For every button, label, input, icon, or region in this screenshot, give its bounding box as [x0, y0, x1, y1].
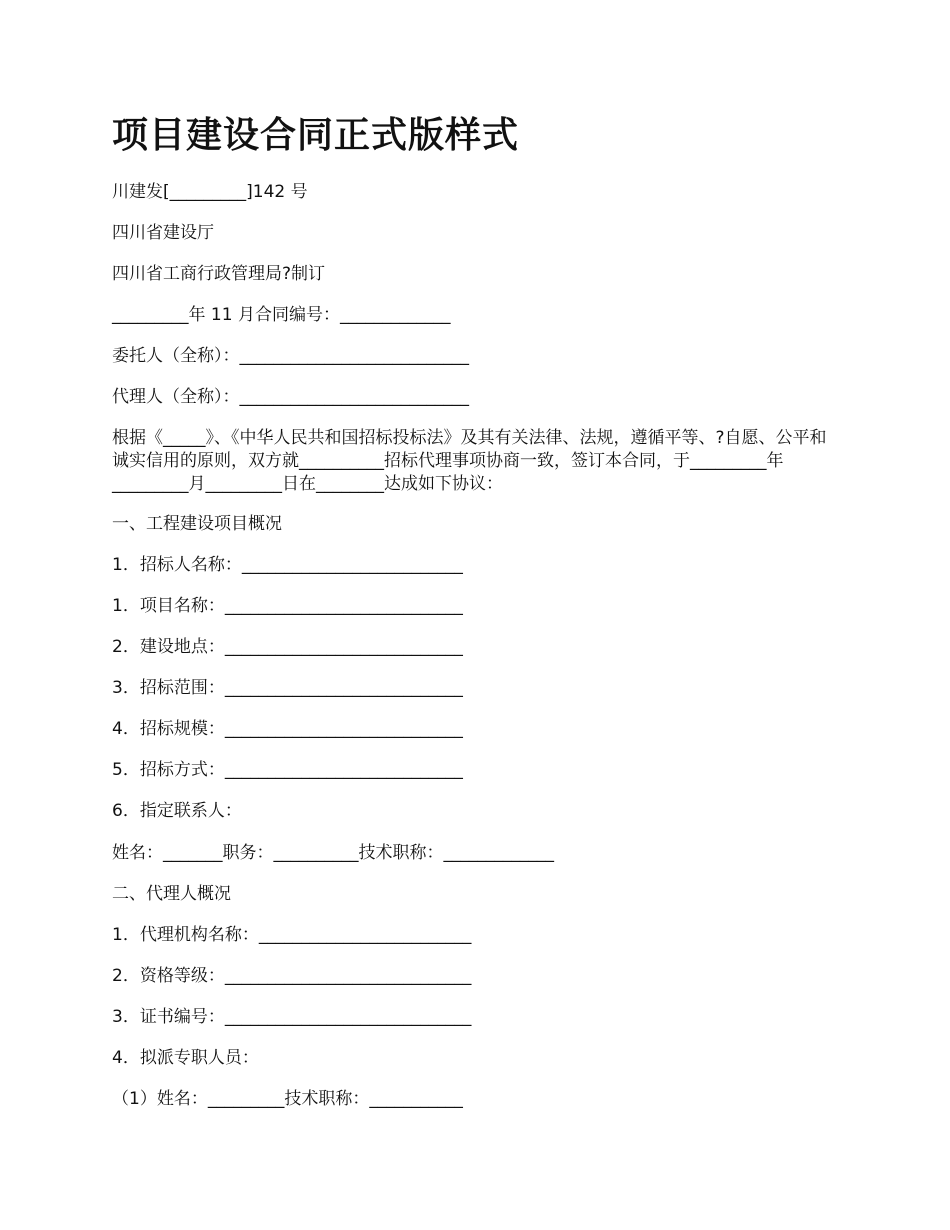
section-1-item: 3．招标范围：____________________________: [112, 678, 463, 698]
staff-line: （1）姓名：_________技术职称：___________: [112, 1089, 463, 1109]
section-2-heading: 二、代理人概况: [112, 884, 231, 904]
section-1-item: 2．建设地点：____________________________: [112, 637, 463, 657]
section-1-heading: 一、工程建设项目概况: [112, 514, 282, 534]
date-contract-number: _________年 11 月合同编号：_____________: [112, 305, 451, 325]
section-2-item: 1．代理机构名称：_________________________: [112, 925, 472, 945]
agent-line: 代理人（全称）：___________________________: [112, 387, 469, 407]
contact-line: 姓名：_______职务：__________技术职称：_____________: [112, 843, 554, 863]
section-1-item: 1．招标人名称：__________________________: [112, 555, 463, 575]
issuer-line-2: 四川省工商行政管理局?制订: [112, 264, 326, 284]
issuer-line-1: 四川省建设厅: [112, 223, 214, 243]
document-number: 川建发[_________]142 号: [112, 182, 308, 202]
section-1-item: 6．指定联系人：: [112, 801, 242, 821]
client-line: 委托人（全称）：___________________________: [112, 346, 469, 366]
section-2-item: 2．资格等级：_____________________________: [112, 966, 472, 986]
section-2-item: 4．拟派专职人员：: [112, 1048, 259, 1068]
preamble-paragraph: 根据《_____》、《中华人民共和国招标投标法》及其有关法律、法规，遵循平等、?自愿、公平和诚实信用的原则，双方就__________招标代理事项协商一致，签订本合同，于_________年_________月_________日在________达成如下协议：: [112, 428, 827, 494]
section-2-item: 3．证书编号：_____________________________: [112, 1007, 472, 1027]
document-title: 项目建设合同正式版样式: [112, 115, 520, 156]
section-1-item: 5．招标方式：____________________________: [112, 760, 463, 780]
section-1-item: 1．项目名称：____________________________: [112, 596, 463, 616]
section-1-item: 4．招标规模：____________________________: [112, 719, 463, 739]
